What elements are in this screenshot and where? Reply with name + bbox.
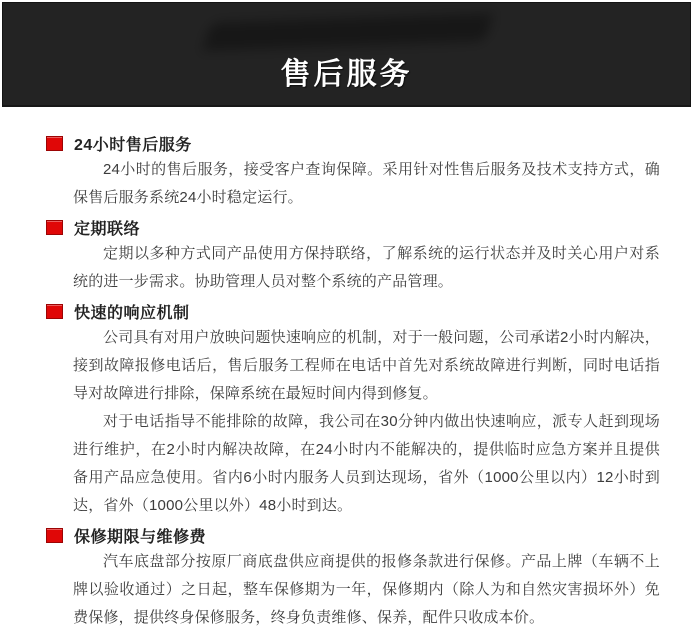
paragraph: 24小时的售后服务，接受客户查询保障。采用针对性售后服务及技术支持方式，确保售后服务系统24小时稳定运行。 [73,161,660,206]
watermark-smudge [202,13,493,51]
section-rapid-response [46,300,660,520]
section-heading-row [46,300,660,322]
section-heading-row [46,132,660,154]
section-heading-row [46,216,660,238]
red-square-bullet-icon [46,304,63,319]
paragraph: 定期以多种方式同产品使用方保持联络，了解系统的运行状态并及时关心用户对系统的进一步需求。协助管理人员对整个系统的产品管理。 [73,245,660,290]
section-regular-contact [46,216,660,296]
section-body [46,324,660,520]
red-square-bullet-icon [46,136,63,151]
section-body [46,240,660,296]
red-square-bullet-icon [46,220,63,235]
section-heading: 快速的响应机制 [74,304,190,322]
section-warranty [46,524,660,632]
section-heading: 定期联络 [74,220,141,238]
paragraph: 对于电话指导不能排除的故障，我公司在30分钟内做出快速响应，派专人赶到现场进行维护，在2小时内解决故障，在24小时内不能解决的，提供临时应急方案并且提供备用产品应急使用。省内6小时内服务人员到达现场，省外（1000公里以内）12小时到达，省外（1000公里以外）48小时到达。 [73,413,660,514]
section-heading: 保修期限与维修费 [74,528,207,546]
header-banner [2,2,691,107]
section-body [46,548,660,632]
page-title: 售后服务 [280,58,413,91]
section-24h-service [46,132,660,212]
section-heading-row [46,524,660,546]
paragraph: 公司具有对用户放映问题快速响应的机制，对于一般问题，公司承诺2小时内解决，接到故障报修电话后，售后服务工程师在电话中首先对系统故障进行判断，同时电话指导对故障进行排除，保障系统在最短时间内得到修复。 [73,329,660,402]
paragraph: 汽车底盘部分按原厂商底盘供应商提供的报修条款进行保修。产品上牌（车辆不上牌以验收通过）之日起，整车保修期为一年，保修期内（除人为和自然灾害损坏外）免费保修，提供终身保修服务，终身负责维修、保养，配件只收成本价。 [73,553,660,626]
red-square-bullet-icon [46,528,63,543]
section-heading: 24小时售后服务 [74,136,192,154]
content-area [0,106,691,632]
section-body [46,156,660,212]
